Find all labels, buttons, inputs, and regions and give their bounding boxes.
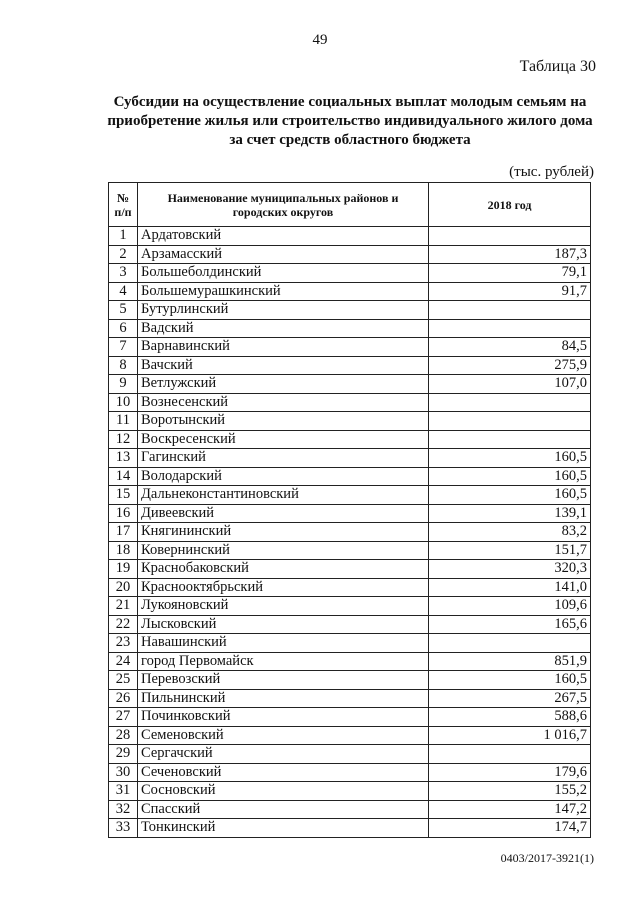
amount-cell: 160,5 — [429, 486, 591, 505]
row-number-cell: 8 — [109, 356, 138, 375]
table-row — [109, 301, 591, 320]
row-number-cell: 23 — [109, 634, 138, 653]
table-row — [109, 708, 591, 727]
table-row — [109, 560, 591, 579]
row-number-cell: 7 — [109, 338, 138, 357]
municipality-name-cell: Сосновский — [138, 782, 429, 801]
row-number-cell: 5 — [109, 301, 138, 320]
municipality-name-cell: Княгининский — [138, 523, 429, 542]
table-row — [109, 578, 591, 597]
table-row — [109, 264, 591, 283]
amount-cell — [429, 412, 591, 431]
municipality-name-cell: Вадский — [138, 319, 429, 338]
municipality-name-cell: город Первомайск — [138, 652, 429, 671]
row-number-cell: 25 — [109, 671, 138, 690]
amount-cell: 107,0 — [429, 375, 591, 394]
row-number-cell: 33 — [109, 819, 138, 838]
municipality-name-cell: Ветлужский — [138, 375, 429, 394]
amount-cell — [429, 393, 591, 412]
amount-cell — [429, 430, 591, 449]
header-number: № п/п — [109, 183, 138, 227]
amount-cell — [429, 301, 591, 320]
municipality-name-cell: Краснобаковский — [138, 560, 429, 579]
amount-cell: 79,1 — [429, 264, 591, 283]
amount-cell — [429, 227, 591, 246]
municipality-name-cell: Сергачский — [138, 745, 429, 764]
amount-cell: 851,9 — [429, 652, 591, 671]
amount-cell: 160,5 — [429, 449, 591, 468]
municipality-name-cell: Вознесенский — [138, 393, 429, 412]
table-row — [109, 245, 591, 264]
amount-cell: 275,9 — [429, 356, 591, 375]
table-row — [109, 356, 591, 375]
table-row — [109, 689, 591, 708]
table-row — [109, 282, 591, 301]
table-reference: Таблица 30 — [519, 58, 596, 75]
row-number-cell: 30 — [109, 763, 138, 782]
amount-cell: 141,0 — [429, 578, 591, 597]
row-number-cell: 17 — [109, 523, 138, 542]
municipality-name-cell: Лысковский — [138, 615, 429, 634]
amount-cell: 267,5 — [429, 689, 591, 708]
municipality-name-cell: Перевозский — [138, 671, 429, 690]
row-number-cell: 28 — [109, 726, 138, 745]
subsidies-table — [108, 182, 591, 838]
table-row — [109, 412, 591, 431]
row-number-cell: 27 — [109, 708, 138, 727]
row-number-cell: 29 — [109, 745, 138, 764]
amount-cell: 1 016,7 — [429, 726, 591, 745]
municipality-name-cell: Ардатовский — [138, 227, 429, 246]
table-row — [109, 541, 591, 560]
municipality-name-cell: Пильнинский — [138, 689, 429, 708]
row-number-cell: 4 — [109, 282, 138, 301]
municipality-name-cell: Вачский — [138, 356, 429, 375]
row-number-cell: 14 — [109, 467, 138, 486]
table-row — [109, 393, 591, 412]
units-label: (тыс. рублей) — [509, 164, 594, 180]
amount-cell: 179,6 — [429, 763, 591, 782]
municipality-name-cell: Большемурашкинский — [138, 282, 429, 301]
row-number-cell: 6 — [109, 319, 138, 338]
table-row — [109, 467, 591, 486]
amount-cell: 155,2 — [429, 782, 591, 801]
table-header — [109, 183, 591, 227]
municipality-name-cell: Семеновский — [138, 726, 429, 745]
municipality-name-cell: Сеченовский — [138, 763, 429, 782]
municipality-name-cell: Починковский — [138, 708, 429, 727]
row-number-cell: 1 — [109, 227, 138, 246]
row-number-cell: 3 — [109, 264, 138, 283]
row-number-cell: 19 — [109, 560, 138, 579]
row-number-cell: 11 — [109, 412, 138, 431]
amount-cell: 160,5 — [429, 467, 591, 486]
table-row — [109, 763, 591, 782]
row-number-cell: 9 — [109, 375, 138, 394]
municipality-name-cell: Арзамасский — [138, 245, 429, 264]
row-number-cell: 24 — [109, 652, 138, 671]
row-number-cell: 16 — [109, 504, 138, 523]
amount-cell: 320,3 — [429, 560, 591, 579]
row-number-cell: 15 — [109, 486, 138, 505]
municipality-name-cell: Варнавинский — [138, 338, 429, 357]
header-year-2018: 2018 год — [429, 183, 591, 227]
table-row — [109, 782, 591, 801]
table-row — [109, 523, 591, 542]
table-row — [109, 486, 591, 505]
row-number-cell: 31 — [109, 782, 138, 801]
table-row — [109, 449, 591, 468]
table-row — [109, 652, 591, 671]
amount-cell: 588,6 — [429, 708, 591, 727]
amount-cell: 165,6 — [429, 615, 591, 634]
row-number-cell: 21 — [109, 597, 138, 616]
table-row — [109, 745, 591, 764]
amount-cell: 139,1 — [429, 504, 591, 523]
amount-cell: 109,6 — [429, 597, 591, 616]
row-number-cell: 18 — [109, 541, 138, 560]
table-body — [109, 227, 591, 838]
amount-cell: 174,7 — [429, 819, 591, 838]
table-row — [109, 227, 591, 246]
page-number: 49 — [312, 32, 328, 48]
table-row — [109, 504, 591, 523]
municipality-name-cell: Воскресенский — [138, 430, 429, 449]
row-number-cell: 2 — [109, 245, 138, 264]
municipality-name-cell: Тонкинский — [138, 819, 429, 838]
table-row — [109, 597, 591, 616]
municipality-name-cell: Ковернинский — [138, 541, 429, 560]
row-number-cell: 12 — [109, 430, 138, 449]
header-row — [109, 183, 591, 227]
municipality-name-cell: Бутурлинский — [138, 301, 429, 320]
municipality-name-cell: Воротынский — [138, 412, 429, 431]
table-row — [109, 338, 591, 357]
municipality-name-cell: Дальнеконстантиновский — [138, 486, 429, 505]
amount-cell — [429, 634, 591, 653]
header-municipality: Наименование муниципальных районов и городских округов — [138, 183, 429, 227]
table-row — [109, 819, 591, 838]
document-code: 0403/2017-3921(1) — [500, 851, 594, 865]
row-number-cell: 20 — [109, 578, 138, 597]
municipality-name-cell: Спасский — [138, 800, 429, 819]
row-number-cell: 13 — [109, 449, 138, 468]
row-number-cell: 26 — [109, 689, 138, 708]
municipality-name-cell: Краснооктябрьский — [138, 578, 429, 597]
municipality-name-cell: Дивеевский — [138, 504, 429, 523]
municipality-name-cell: Большеболдинский — [138, 264, 429, 283]
table-row — [109, 800, 591, 819]
table-row — [109, 634, 591, 653]
amount-cell: 147,2 — [429, 800, 591, 819]
table-row — [109, 726, 591, 745]
row-number-cell: 22 — [109, 615, 138, 634]
amount-cell — [429, 745, 591, 764]
municipality-name-cell: Гагинский — [138, 449, 429, 468]
row-number-cell: 32 — [109, 800, 138, 819]
document-title: Субсидии на осуществление социальных выплат молодым семьям на приобретение жилья или строительство индивидуального жилого дома за счет средств областного бюджета — [107, 94, 593, 148]
amount-cell — [429, 319, 591, 338]
table-row — [109, 319, 591, 338]
amount-cell: 160,5 — [429, 671, 591, 690]
table-row — [109, 430, 591, 449]
table-row — [109, 615, 591, 634]
municipality-name-cell: Навашинский — [138, 634, 429, 653]
amount-cell: 84,5 — [429, 338, 591, 357]
amount-cell: 151,7 — [429, 541, 591, 560]
table-row — [109, 375, 591, 394]
amount-cell: 91,7 — [429, 282, 591, 301]
row-number-cell: 10 — [109, 393, 138, 412]
municipality-name-cell: Володарский — [138, 467, 429, 486]
amount-cell: 83,2 — [429, 523, 591, 542]
table-row — [109, 671, 591, 690]
municipality-name-cell: Лукояновский — [138, 597, 429, 616]
amount-cell: 187,3 — [429, 245, 591, 264]
